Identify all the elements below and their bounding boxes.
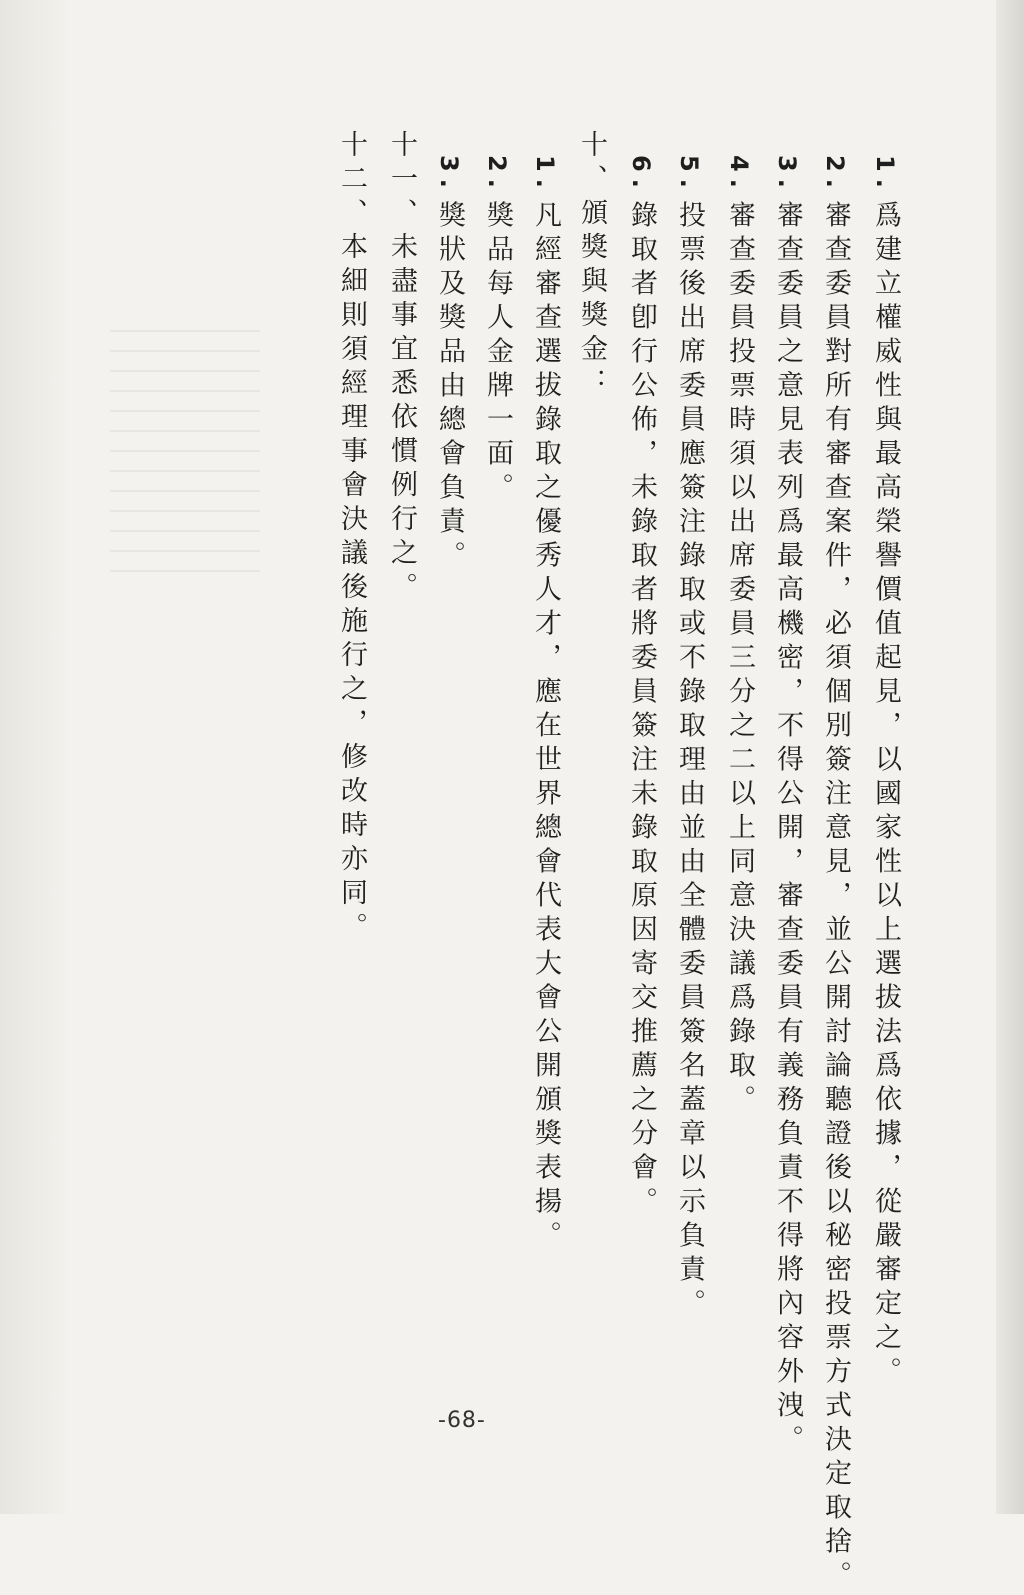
rule-item-5 (676, 155, 703, 1323)
item-number: 1. (871, 155, 899, 195)
item-text: 投票後出席委員應簽注錄取或不錄取理由並由全體委員簽名蓋章以示負責。 (674, 200, 705, 1323)
left-shadow (0, 0, 70, 1514)
rule-item-6 (628, 155, 655, 1221)
item-text: 審查委員對所有審查案件，必須個別簽注意見，並公開討論聽證後以秘密投票方式決定取捨。 (820, 200, 851, 1595)
award-item-3 (436, 155, 463, 575)
item-number: 2. (483, 155, 511, 195)
page-number: -68- (438, 1408, 486, 1433)
rule-item-1 (872, 155, 899, 1391)
item-number: 2. (821, 155, 849, 195)
section-text: 十二、本細則須經理事會決議後施行之，修改時亦同。 (336, 130, 367, 946)
rule-item-4 (726, 155, 753, 1119)
heading-text: 十、頒獎與獎金： (576, 130, 607, 402)
item-number: 1. (531, 155, 559, 195)
bleed-through-text (110, 330, 260, 590)
rule-item-2 (822, 155, 849, 1595)
scan-edge (996, 0, 1024, 1514)
item-text: 獎狀及獎品由總會負責。 (434, 200, 465, 575)
section-text: 十一、未盡事宜悉依慣例行之。 (386, 130, 417, 606)
item-text: 錄取者卽行公佈，未錄取者將委員簽注未錄取原因寄交推薦之分會。 (626, 200, 657, 1221)
item-text: 審查委員之意見表列爲最高機密，不得公開，審查委員有義務負責不得將內容外洩。 (772, 200, 803, 1459)
item-text: 審查委員投票時須以出席委員三分之二以上同意決議爲錄取。 (724, 200, 755, 1119)
rule-item-3 (774, 155, 801, 1459)
item-text: 爲建立權威性與最高榮譽價值起見，以國家性以上選拔法爲依據，從嚴審定之。 (870, 200, 901, 1391)
item-text: 獎品每人金牌一面。 (482, 200, 513, 507)
item-number: 3. (435, 155, 463, 195)
section-12 (338, 130, 365, 946)
item-number: 5. (675, 155, 703, 195)
item-number: 4. (725, 155, 753, 195)
item-text: 凡經審查選拔錄取之優秀人才，應在世界總會代表大會公開頒獎表揚。 (530, 200, 561, 1255)
award-item-2 (484, 155, 511, 507)
section-heading (578, 130, 605, 402)
award-item-1 (532, 155, 559, 1255)
section-11 (388, 130, 415, 606)
item-number: 3. (773, 155, 801, 195)
item-number: 6. (627, 155, 655, 195)
